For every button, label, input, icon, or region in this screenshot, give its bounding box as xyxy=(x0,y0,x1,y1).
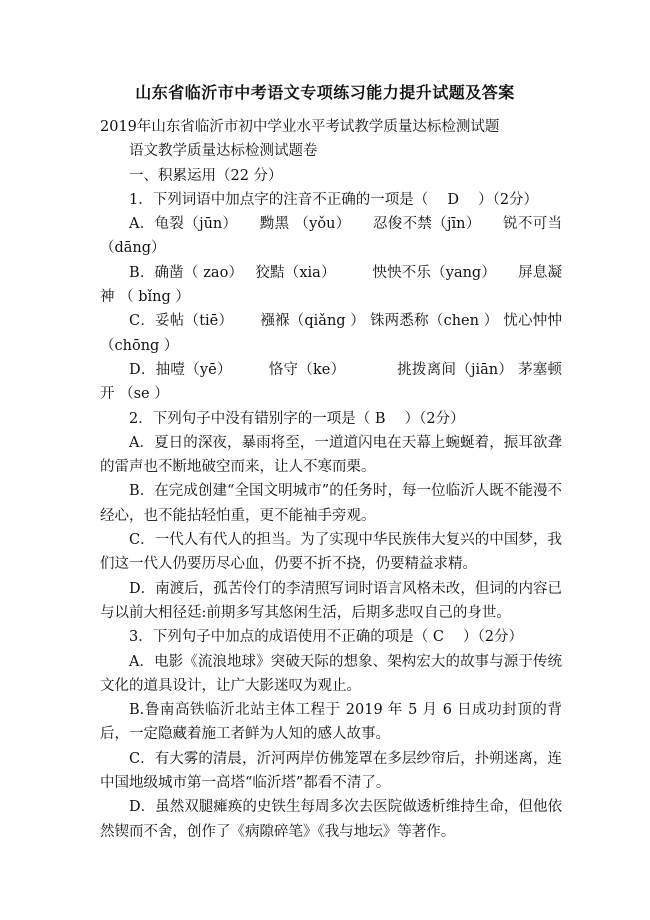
paragraph: 一、积累运用（22 分） xyxy=(129,167,283,184)
paragraph: B．确凿（ zao） 狡黠（xia） 怏怏不乐（yang） 屏息凝神 （ bǐng ） xyxy=(100,264,562,306)
paragraph: D．抽噎（yē） 恪守（ke） 挑拨离间（jiān） 茅塞顿开 （se ） xyxy=(100,361,562,403)
paragraph: D．虽然双腿瘫痪的史铁生每周多次去医院做透析维持生命，但他依然锲而不舍，创作了《病隙碎笔》《我与地坛》等著作。 xyxy=(100,799,562,840)
paragraph: A．电影《流浪地球》突破天际的想象、架构宏大的故事与源于传统文化的道具设计，让广大影迷叹为观止。 xyxy=(100,653,562,694)
paragraph: A．龟裂（jūn） 黝黑 （yǒu） 忍俊不禁（jīn） 锐不可当（dāng） xyxy=(100,216,562,257)
paragraph: B.鲁南高铁临沂北站主体工程于 2019 年 5 月 6 日成功封顶的背后，一定隐藏着施工者鲜为人知的感人故事。 xyxy=(100,702,562,743)
paragraph: C．有大雾的清晨，沂河两岸仿佛笼罩在多层纱帘后，扑朔迷离，连中国地级城市第一高塔“临沂塔”都看不清了。 xyxy=(100,750,562,792)
paragraph: C．妥帖（tiē） 襁褓（qiǎng ） 铢两悉称（chen ） 忧心忡忡 （chōng ） xyxy=(100,313,562,354)
paragraph: B．在完成创建“全国文明城市”的任务时，每一位临沂人既不能漫不经心，也不能拈轻怕重，更不能袖手旁观。 xyxy=(100,483,562,524)
paragraph: 3．下列句子中加点的成语使用不正确的项是（ C ）（2分） xyxy=(129,629,524,646)
paragraph: 2019年山东省临沂市初中学业水平考试教学质量达标检测试题 xyxy=(100,119,500,135)
paragraph: D．南渡后，孤苦伶仃的李清照写词时语言风格未改，但词的内容已与以前大相径廷:前期多写其悠闲生活，后期多悲叹自己的身世。 xyxy=(100,580,562,621)
document-title: 山东省临沂市中考语文专项练习能力提升试题及答案 xyxy=(135,83,515,102)
document-body xyxy=(100,115,562,844)
paragraph: 2．下列句子中没有错别字的一项是（ B ）（2分） xyxy=(129,410,465,427)
paragraph: 语文教学质量达标检测试题卷 xyxy=(129,143,318,160)
paragraph: A．夏日的深夜，暴雨将至，一道道闪电在天幕上蜿蜒着，振耳欲聋的雷声也不断地破空而来，让人不寒而栗。 xyxy=(100,434,562,476)
paragraph: 1．下列词语中加点字的注音不正确的一项是（ D ）（2分） xyxy=(129,191,539,208)
paragraph: C．一代人有代人的担当。为了实现中华民族伟大复兴的中国梦，我们这一代人仍要历尽心血，仍要不折不挠，仍要精益求精。 xyxy=(100,532,562,573)
